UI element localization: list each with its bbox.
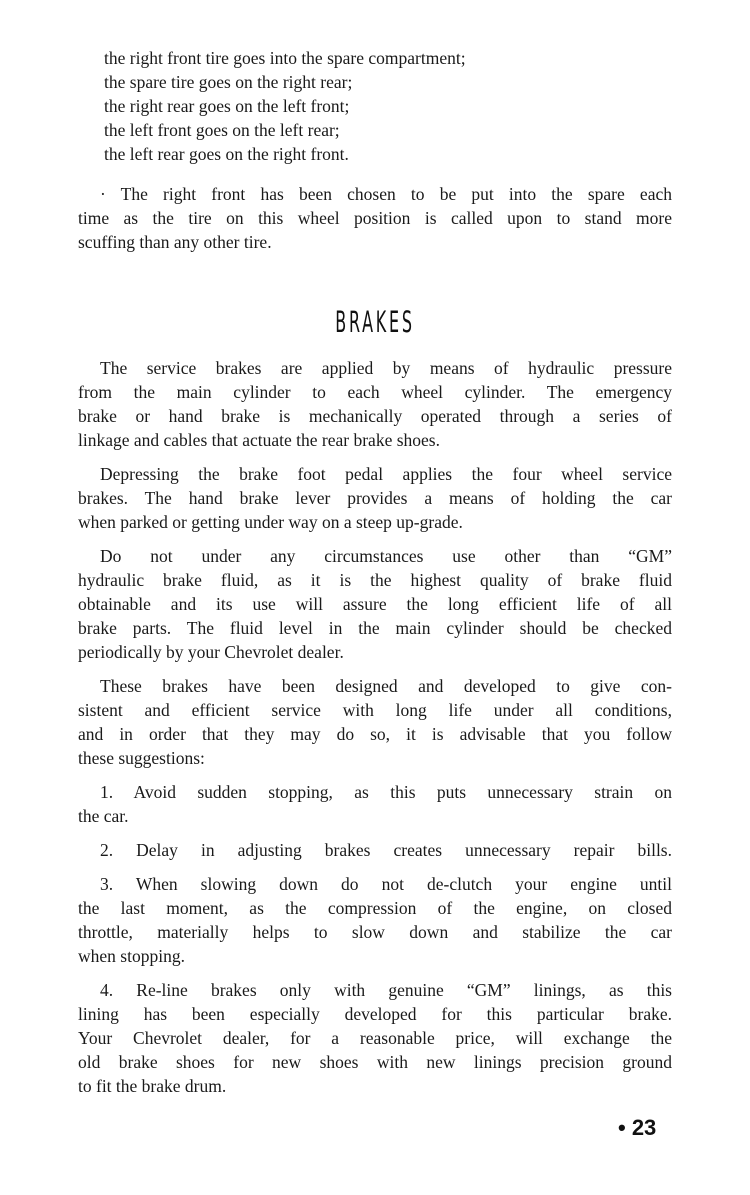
paragraph-line: these suggestions: xyxy=(78,748,205,768)
paragraph-line: brake parts. The fluid level in the main cylinder should be checked xyxy=(78,618,672,638)
rotation-note-line: scuffing than any other tire. xyxy=(78,232,272,252)
paragraph-line: hydraulic brake fluid, as it is the highest quality of brake fluid xyxy=(78,570,672,590)
paragraph-line: from the main cylinder to each wheel cylinder. The emergency xyxy=(78,382,672,402)
paragraph-line: These brakes have been designed and developed to give con- xyxy=(100,676,672,696)
paragraph-line: The service brakes are applied by means of hydraulic pressure xyxy=(100,358,672,378)
suggestion-line: 1. Avoid sudden stopping, as this puts unnecessary strain on xyxy=(100,782,672,802)
paragraph-line: Depressing the brake foot pedal applies the four wheel service xyxy=(100,464,672,484)
suggestion-line: old brake shoes for new shoes with new linings precision ground xyxy=(78,1052,672,1072)
paragraph-line: and in order that they may do so, it is advisable that you follow xyxy=(78,724,672,744)
rotation-note-line: · The right front has been chosen to be put into the spare each xyxy=(100,184,672,204)
suggestion-line: the last moment, as the compression of the engine, on closed xyxy=(78,898,672,918)
paragraph-line: sistent and efficient service with long life under all conditions, xyxy=(78,700,672,720)
rotation-list-item: the spare tire goes on the right rear; xyxy=(104,72,353,92)
paragraph-line: brakes. The hand brake lever provides a means of holding the car xyxy=(78,488,672,508)
suggestion-line: throttle, materially helps to slow down and stabilize the car xyxy=(78,922,672,942)
paragraph-line: brake or hand brake is mechanically operated through a series of xyxy=(78,406,672,426)
rotation-list-item: the left front goes on the left rear; xyxy=(104,120,340,140)
suggestion-line: the car. xyxy=(78,806,129,826)
paragraph-line: when parked or getting under way on a steep up-grade. xyxy=(78,512,463,532)
suggestion-line: 4. Re-line brakes only with genuine “GM” linings, as this xyxy=(100,980,672,1000)
paragraph-line: Do not under any circumstances use other than “GM” xyxy=(100,546,672,566)
suggestion-line: Your Chevrolet dealer, for a reasonable price, will exchange the xyxy=(78,1028,672,1048)
page-number: • 23 xyxy=(618,1115,657,1140)
rotation-list-item: the right front tire goes into the spare compartment; xyxy=(104,48,466,68)
suggestion-line: lining has been especially developed for this particular brake. xyxy=(78,1004,672,1024)
paragraph-line: obtainable and its use will assure the long efficient life of all xyxy=(78,594,672,614)
rotation-list-item: the right rear goes on the left front; xyxy=(104,96,350,116)
suggestion-line: 2. Delay in adjusting brakes creates unnecessary repair bills. xyxy=(100,840,672,860)
section-heading: BRAKES xyxy=(335,305,415,339)
suggestion-line: when stopping. xyxy=(78,946,185,966)
suggestion-line: to fit the brake drum. xyxy=(78,1076,227,1096)
suggestion-line: 3. When slowing down do not de-clutch your engine until xyxy=(100,874,672,894)
paragraph-line: linkage and cables that actuate the rear brake shoes. xyxy=(78,430,440,450)
rotation-list-item: the left rear goes on the right front. xyxy=(104,144,349,164)
paragraph-line: periodically by your Chevrolet dealer. xyxy=(78,642,344,662)
rotation-note-line: time as the tire on this wheel position is called upon to stand more xyxy=(78,208,672,228)
